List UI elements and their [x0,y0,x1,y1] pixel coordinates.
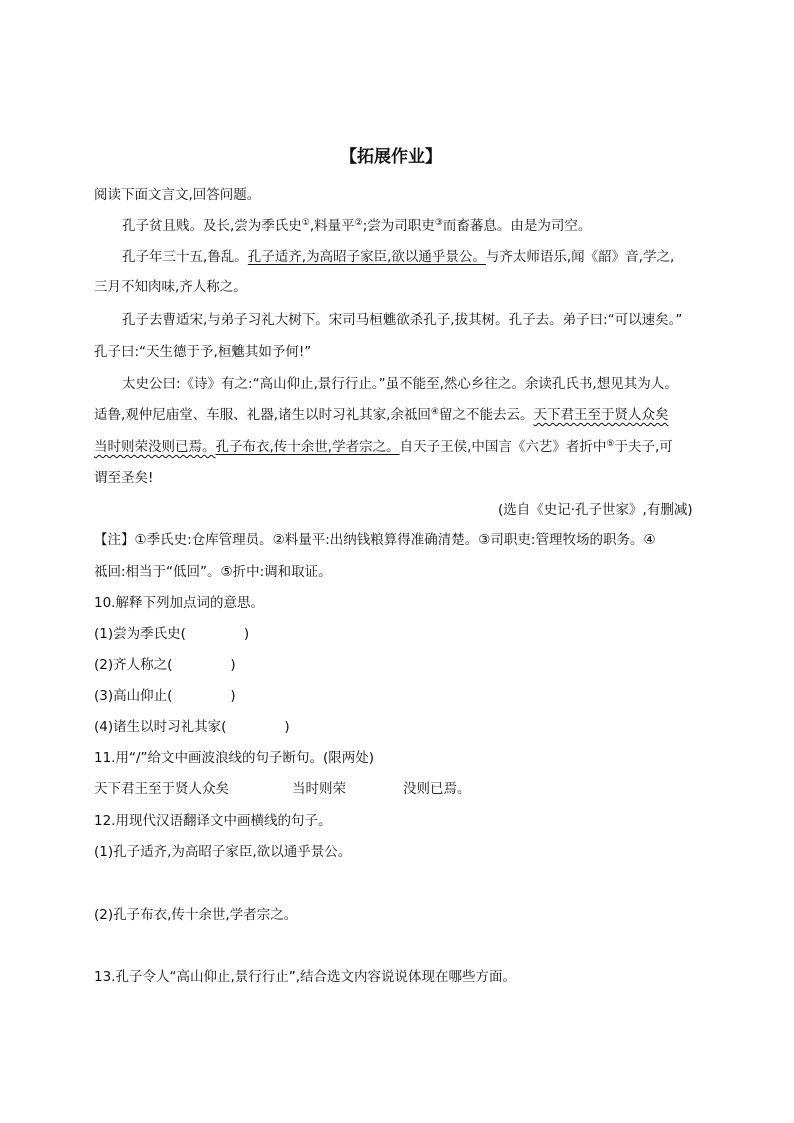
source-citation: (选自《史记·孔子世家》,有删减) [498,502,693,518]
p2-text-b: 与齐太师语乐,闻《韶》音,学之, [485,249,675,265]
underlined-sentence-1: 孔子适齐,为高昭子家臣,欲以通乎景公。 [247,249,486,265]
q10-3-text: (3)高山仰止( [94,688,173,704]
passage-paragraph-4-line-2 [94,406,668,424]
notes-line-1: 【注】①季氏史:仓库管理员。②料量平:出纳钱粮算得准确清楚。③司职吏:管理牧场的职务。④ [94,532,656,548]
p1-text-a: 孔子贫且贱。及长,尝为季氏史 [122,218,302,234]
notes-line-2: 祗回:相当于“低回”。⑤折中:调和取证。 [94,564,332,580]
p1-text-c: ;尝为司职吏 [362,218,435,234]
wavy-sentence-part-1: 天下君王至于贤人众矣 [533,407,669,423]
q10-4-text: (4)诸生以时习礼其家( [94,719,227,735]
p4-text-c: 留之不能去云。 [438,407,534,423]
question-10-item-1 [94,625,249,643]
question-10-item-2 [94,656,236,674]
p4-text-b: 适鲁,观仲尼庙堂、车服、礼器,诸生以时习礼其家,余祗回 [94,407,431,423]
p1-text-d: 而畜蕃息。由是为司空。 [442,218,592,234]
passage-paragraph-3-line-2: 孔子曰:“天生德于予,桓魋其如予何!” [94,344,312,360]
p4-text-e: 于夫子,可 [614,439,673,455]
q10-1-text: (1)尝为季氏史( [94,626,186,642]
page-title: 【拓展作业】 [340,147,442,167]
passage-paragraph-4-line-4: 谓至圣矣! [94,470,154,486]
underlined-sentence-2: 孔子布衣,传十余世,学者宗之。 [215,439,400,455]
p2-text-a: 孔子年三十五,鲁乱。 [122,249,248,265]
passage-paragraph-3-line-1: 孔子去曹适宋,与弟子习礼大树下。宋司马桓魋欲杀孔子,拔其树。孔子去。弟子曰:“可以速矣。” [122,312,683,328]
question-11-line-a: 天下君王至于贤人众矣 [94,781,229,797]
instruction: 阅读下面文言文,回答问题。 [94,187,261,203]
question-13: 13.孔子令人“高山仰止,景行行止”,结合选文内容说说体现在哪些方面。 [94,969,517,985]
note-ref-3: ③ [434,218,443,228]
passage-paragraph-4-line-1: 太史公曰:《诗》有之:“高山仰止,景行行止。”虽不能至,然心乡往之。余读孔氏书,想见其为人。 [122,376,678,392]
question-11-line-b: 当时则荣 [292,781,346,797]
note-ref-4: ④ [430,407,439,417]
q10-2-close: ) [230,657,236,673]
q10-4-close: ) [284,719,290,735]
q10-1-close: ) [243,626,250,642]
question-11-line-c: 没则已焉。 [403,781,471,797]
q10-2-text: (2)齐人称之( [94,657,173,673]
wavy-sentence-part-2: 当时则荣没则已焉。 [94,439,216,455]
passage-paragraph-2-line-1 [122,248,674,266]
p1-text-b: ,料量平 [309,218,355,234]
p4-text-d: 自天子王侯,中国言《六艺》者折中 [399,439,607,455]
question-12: 12.用现代汉语翻译文中画横线的句子。 [94,813,332,829]
question-11: 11.用“/”给文中画波浪线的句子断句。(限两处) [94,750,375,766]
note-ref-5: ⑤ [606,439,615,449]
passage-paragraph-4-line-3 [94,438,673,456]
question-10-item-3 [94,687,236,705]
question-12-item-2: (2)孔子布衣,传十余世,学者宗之。 [94,907,298,923]
passage-paragraph-1 [122,217,591,235]
question-12-item-1: (1)孔子适齐,为高昭子家臣,欲以通乎景公。 [94,844,352,860]
q10-3-close: ) [230,688,236,704]
question-10-item-4 [94,718,290,736]
note-ref-2: ② [354,218,363,228]
passage-paragraph-2-line-2: 三月不知肉味,齐人称之。 [94,279,247,295]
question-10: 10.解释下列加点词的意思。 [94,595,264,611]
note-ref-1: ① [301,218,310,228]
